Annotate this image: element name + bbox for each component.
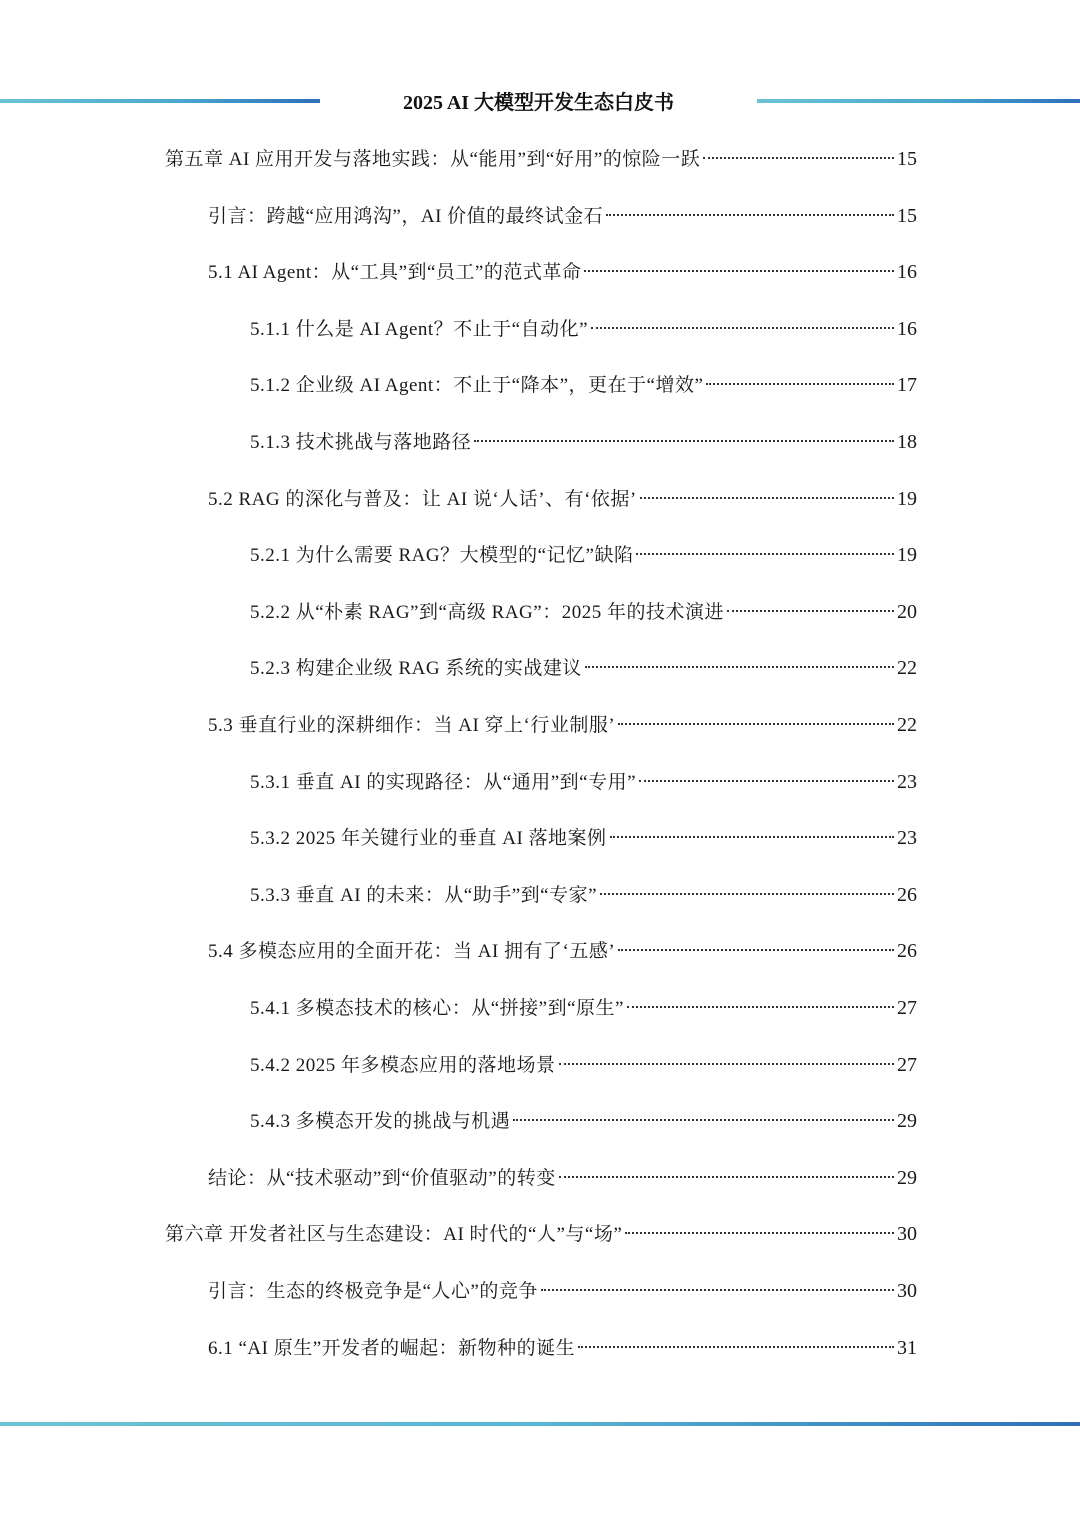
toc-page-number: 22 xyxy=(897,714,917,736)
toc-page-number: 23 xyxy=(897,770,917,793)
toc-entry-title: 5.4 多模态应用的全面开花：当 AI 拥有了‘五感’ xyxy=(208,941,616,963)
toc-leader-dots xyxy=(703,157,894,159)
header-rule-left xyxy=(0,99,320,103)
toc-leader-dots xyxy=(618,723,894,725)
toc-entry-title: 5.3.2 2025 年关键行业的垂直 AI 落地案例 xyxy=(250,828,607,850)
toc-page-number: 15 xyxy=(897,204,917,227)
toc-page-number: 27 xyxy=(897,997,917,1019)
toc-leader-dots xyxy=(591,327,894,329)
toc-entry[interactable] xyxy=(250,989,917,1027)
toc-entry[interactable] xyxy=(250,819,917,857)
toc-entry[interactable] xyxy=(208,932,917,970)
toc-page-number: 29 xyxy=(897,1166,917,1189)
toc-page-number: 16 xyxy=(897,261,917,284)
toc-page-number: 18 xyxy=(897,431,917,453)
toc-entry-title: 5.4.2 2025 年多模态应用的落地场景 xyxy=(250,1054,556,1076)
header-rule-right xyxy=(757,99,1080,103)
toc-page-number: 23 xyxy=(897,827,917,850)
toc-leader-dots xyxy=(706,383,894,385)
toc-entry-title: 5.3.1 垂直 AI 的实现路径：从“通用”到“专用” xyxy=(250,771,637,793)
toc-leader-dots xyxy=(639,780,894,782)
toc-leader-dots xyxy=(636,553,894,555)
toc-leader-dots xyxy=(600,893,894,895)
toc-entry[interactable] xyxy=(250,423,917,461)
toc-leader-dots xyxy=(559,1063,894,1065)
toc-page-number: 31 xyxy=(897,1336,917,1359)
toc-entry-title: 5.1 AI Agent：从“工具”到“员工”的范式革命 xyxy=(208,262,582,284)
toc-page-number: 15 xyxy=(897,148,917,170)
toc-page-number: 30 xyxy=(897,1223,917,1246)
toc-entry[interactable] xyxy=(208,253,917,291)
toc-page-number: 19 xyxy=(897,544,917,567)
page-header-title: 2025 AI 大模型开发生态白皮书 xyxy=(402,92,675,114)
toc-leader-dots xyxy=(727,610,894,612)
toc-leader-dots xyxy=(578,1346,894,1348)
toc-page-number: 16 xyxy=(897,317,917,340)
toc-page-number: 29 xyxy=(897,1110,917,1133)
toc-page-number: 22 xyxy=(897,657,917,680)
toc-page-number: 20 xyxy=(897,600,917,623)
toc-page-number: 27 xyxy=(897,1053,917,1076)
toc-page-number: 17 xyxy=(897,374,917,397)
toc-leader-dots xyxy=(640,497,894,499)
toc-entry[interactable] xyxy=(208,1329,917,1367)
toc-leader-dots xyxy=(585,666,894,668)
toc-entry-title: 第五章 AI 应用开发与落地实践：从“能用”到“好用”的惊险一跃 xyxy=(165,149,701,170)
toc-entry[interactable] xyxy=(250,1102,917,1140)
toc-entry-title: 5.4.1 多模态技术的核心：从“拼接”到“原生” xyxy=(250,998,624,1019)
toc-entry-title: 引言：生态的终极竞争是“人心”的竞争 xyxy=(208,1281,538,1302)
toc-entry-title: 5.1.1 什么是 AI Agent？不止于“自动化” xyxy=(250,318,589,340)
toc-entry-title: 5.1.2 企业级 AI Agent：不止于“降本”，更在于“增效” xyxy=(250,375,704,397)
toc-entry-title: 第六章 开发者社区与生态建设：AI 时代的“人”与“场” xyxy=(165,1224,623,1246)
toc-entry[interactable] xyxy=(250,876,917,914)
toc-entry-title: 5.3.3 垂直 AI 的未来：从“助手”到“专家” xyxy=(250,884,598,906)
toc-entry[interactable] xyxy=(208,480,917,518)
toc-entry-title: 5.2 RAG 的深化与普及：让 AI 说‘人话’、有‘依据’ xyxy=(208,488,637,510)
toc-entry-title: 5.2.2 从“朴素 RAG”到“高级 RAG”：2025 年的技术演进 xyxy=(250,601,724,623)
toc-leader-dots xyxy=(606,214,894,216)
toc-entry[interactable] xyxy=(250,649,917,687)
toc-entry-title: 6.1 “AI 原生”开发者的崛起：新物种的诞生 xyxy=(208,1337,576,1359)
toc-leader-dots xyxy=(625,1232,894,1234)
toc-entry[interactable] xyxy=(208,1272,917,1310)
toc-entry[interactable] xyxy=(165,1215,917,1253)
toc-leader-dots xyxy=(513,1119,894,1121)
toc-leader-dots xyxy=(627,1006,894,1008)
toc-entry[interactable] xyxy=(208,197,917,235)
toc-leader-dots xyxy=(618,949,894,951)
toc-entry[interactable] xyxy=(208,1159,917,1197)
toc-entry[interactable] xyxy=(250,1046,917,1084)
footer-rule xyxy=(0,1422,1080,1426)
toc-entry[interactable] xyxy=(250,310,917,348)
toc-entry-title: 5.2.3 构建企业级 RAG 系统的实战建议 xyxy=(250,658,582,680)
toc-entry-title: 5.2.1 为什么需要 RAG？大模型的“记忆”缺陷 xyxy=(250,545,634,567)
toc-leader-dots xyxy=(610,836,894,838)
toc-entry-title: 结论：从“技术驱动”到“价值驱动”的转变 xyxy=(208,1167,556,1189)
toc-page-number: 19 xyxy=(897,487,917,510)
toc-entry[interactable] xyxy=(165,140,917,178)
toc-leader-dots xyxy=(541,1289,894,1291)
toc-page-number: 26 xyxy=(897,940,917,963)
toc-entry[interactable] xyxy=(250,593,917,631)
toc-entry[interactable] xyxy=(208,706,917,744)
toc-entry-title: 5.3 垂直行业的深耕细作：当 AI 穿上‘行业制服’ xyxy=(208,715,616,736)
toc-leader-dots xyxy=(559,1176,894,1178)
toc-page-number: 30 xyxy=(897,1280,917,1302)
toc-page-number: 26 xyxy=(897,883,917,906)
toc-entry[interactable] xyxy=(250,366,917,404)
toc-entry-title: 5.4.3 多模态开发的挑战与机遇 xyxy=(250,1111,511,1133)
toc-leader-dots xyxy=(584,270,894,272)
toc-entry-title: 5.1.3 技术挑战与落地路径 xyxy=(250,432,472,453)
toc-entry[interactable] xyxy=(250,763,917,801)
toc-entry[interactable] xyxy=(250,536,917,574)
toc-entry-title: 引言：跨越“应用鸿沟”，AI 价值的最终试金石 xyxy=(208,205,604,227)
toc-leader-dots xyxy=(474,440,894,442)
